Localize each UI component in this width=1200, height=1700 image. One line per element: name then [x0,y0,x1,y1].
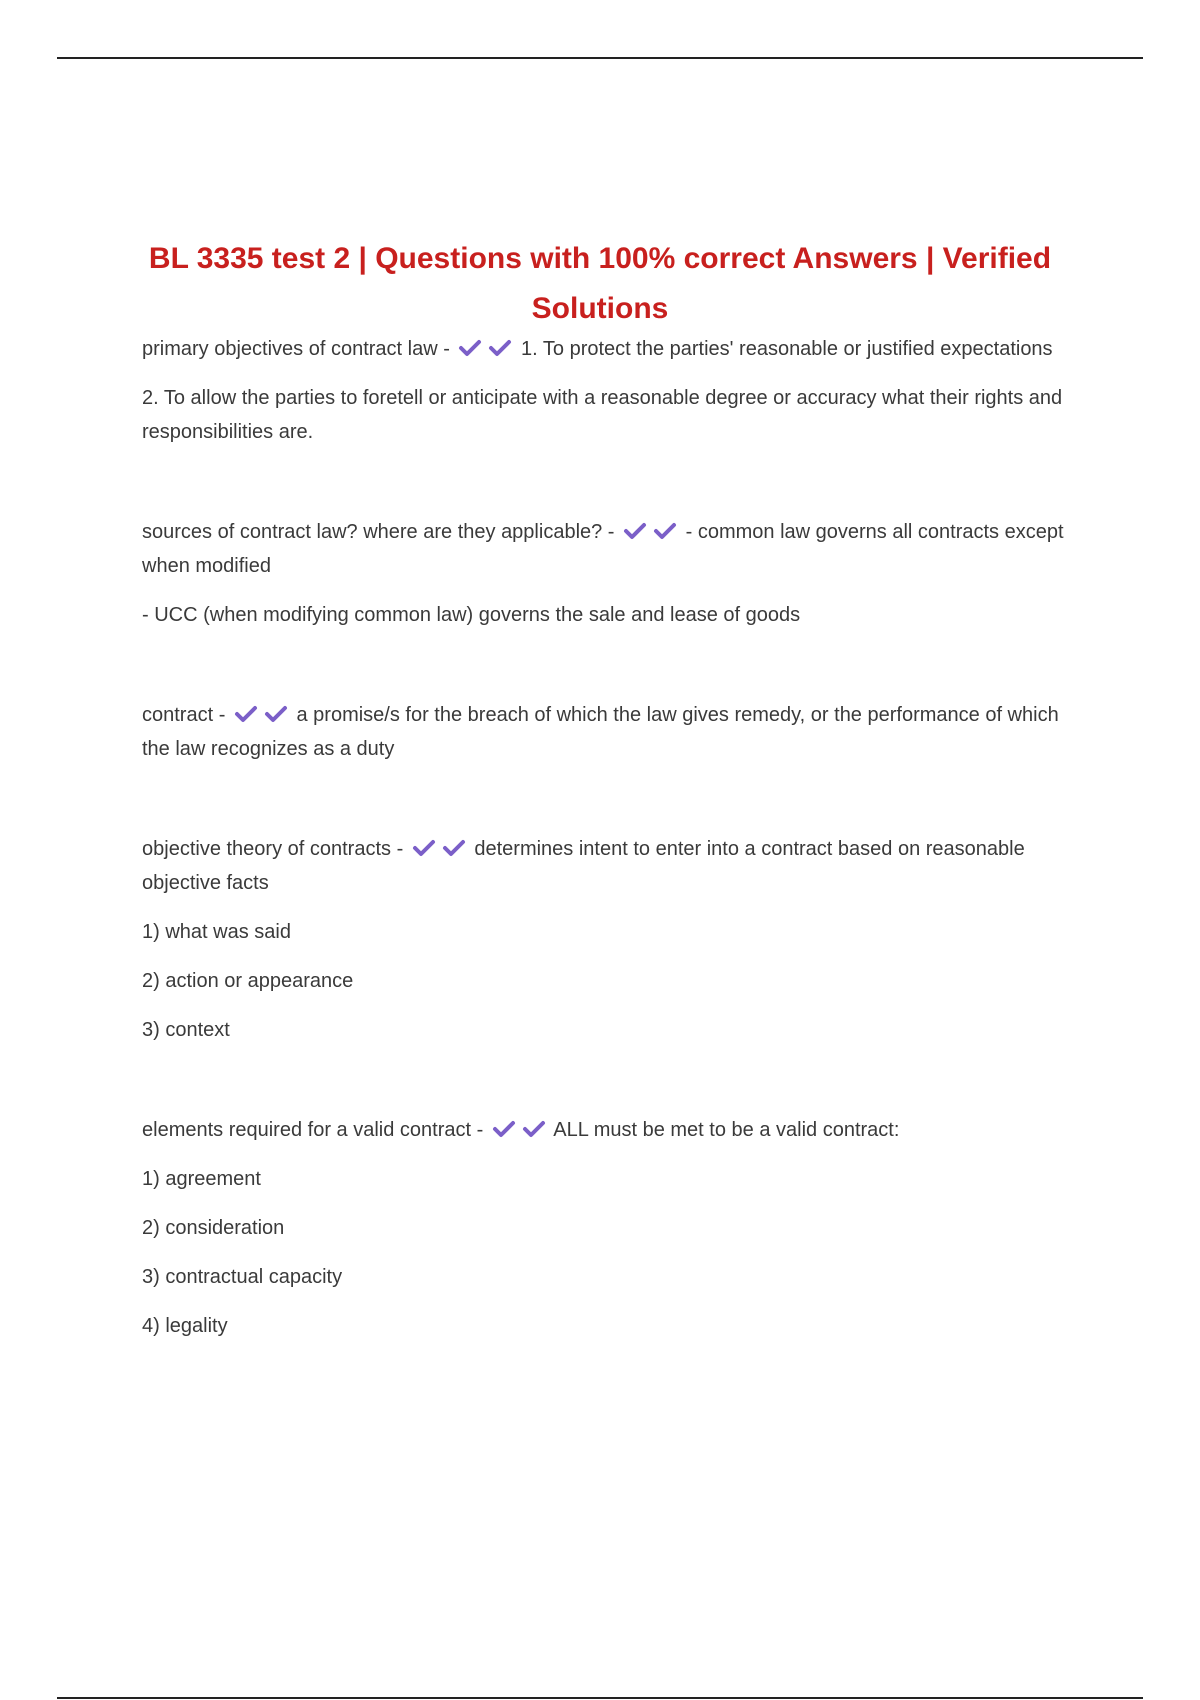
checkmark-icon [522,1120,546,1138]
footer-rule [57,1697,1143,1699]
qa-entry [142,515,1072,632]
qa-entry [142,1113,1072,1343]
answer-extra-line: 4) legality [142,1315,228,1337]
answer-extra-line: 3) contractual capacity [142,1266,343,1288]
checkmark-icon [442,839,466,857]
qa-entry [142,332,1072,449]
checkmark-icon [492,1120,516,1138]
question-term: objective theory of contracts - [142,838,404,860]
answer-text: a promise/s for the breach of which the law gives remedy, or the performance of which the law recognizes as a duty [142,704,1059,760]
question-term: elements required for a valid contract - [142,1119,484,1141]
answer-text: - common law governs all contracts except when modified [142,521,1064,577]
qa-line [142,515,1072,583]
qa-entry [142,832,1072,1047]
answer-extra-line: 1) what was said [142,921,291,943]
checkmark-icon [264,705,288,723]
answer-extra-line: - UCC (when modifying common law) governs the sale and lease of goods [142,604,801,626]
header-rule [57,57,1143,59]
question-term: sources of contract law? where are they applicable? - [142,521,615,543]
checkmark-icon [488,339,512,357]
qa-line [142,832,1072,900]
checkmark-icon [412,839,436,857]
answer-extra-line: 2) consideration [142,1217,285,1239]
question-term: primary objectives of contract law - [142,338,450,360]
answer-extra-line: 2. To allow the parties to foretell or anticipate with a reasonable degree or accuracy what their rights and responsibilities are. [142,387,1063,443]
document-body [142,332,1072,1343]
qa-entry [142,698,1072,766]
checkmark-icon [458,339,482,357]
answer-extra-line: 3) context [142,1019,230,1041]
answer-text: ALL must be met to be a valid contract: [553,1119,900,1141]
answer-extra-line: 1) agreement [142,1168,261,1190]
qa-line [142,332,1072,366]
answer-extra-line: 2) action or appearance [142,970,354,992]
answer-text: 1. To protect the parties' reasonable or justified expectations [521,338,1053,360]
qa-line [142,698,1072,766]
answer-text: determines intent to enter into a contract based on reasonable objective facts [142,838,1025,894]
qa-line [142,1113,1072,1147]
checkmark-icon [623,522,647,540]
checkmark-icon [234,705,258,723]
document-title: BL 3335 test 2 | Questions with 100% correct Answers | Verified Solutions [148,242,1052,326]
checkmark-icon [653,522,677,540]
question-term: contract - [142,704,226,726]
